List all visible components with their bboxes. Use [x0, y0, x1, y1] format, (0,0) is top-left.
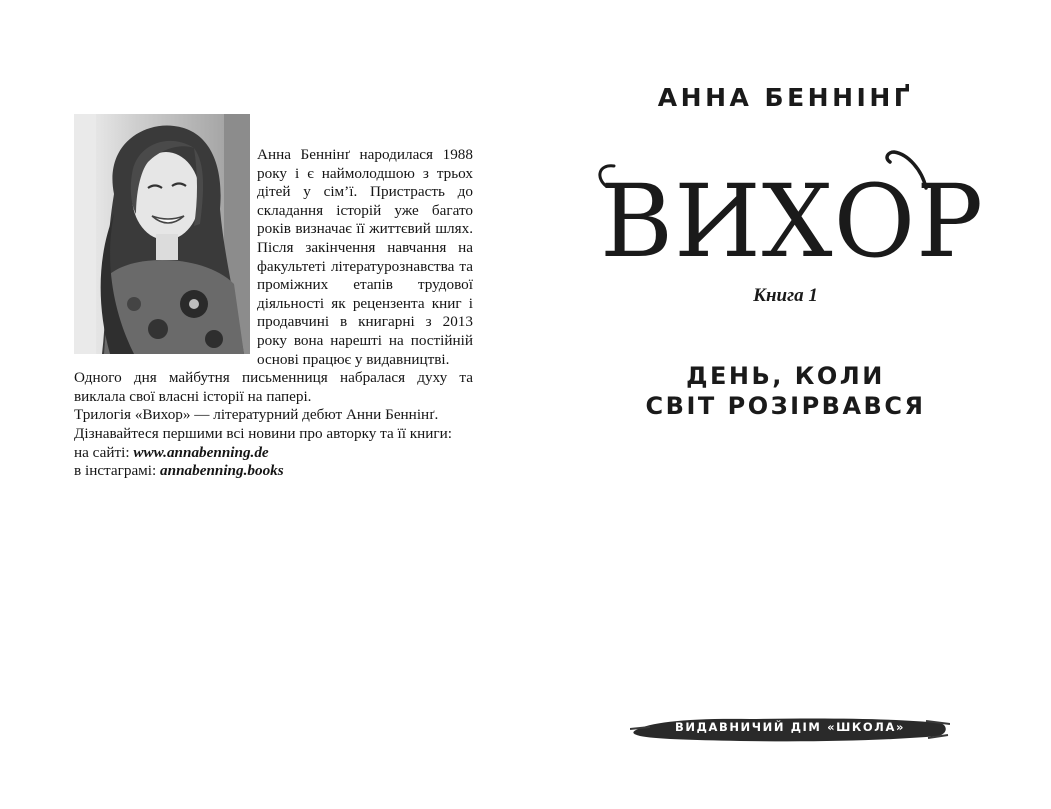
book-subtitle: [525, 361, 1046, 421]
book-title: [592, 148, 992, 288]
website-label: на сайті:: [74, 443, 134, 461]
book-number: Книга 1: [753, 285, 818, 306]
subtitle-line-2: СВІТ РОЗІРВАВСЯ: [645, 392, 926, 420]
website-line: [74, 444, 473, 463]
instagram-handle: annabenning.books: [160, 462, 284, 480]
photo-text-wrap-spacer: [74, 146, 257, 354]
bio-paragraph-4: Дізнавайтеся першими всі новини про авторку та її книги:: [74, 424, 452, 442]
bio-paragraph-intro: Анна Беннінґ народилася 1988 року і є наймолодшою з трьох дітей у сім’ї. Пристрасть до складання історій уже багато років визначає її життєвий шлях. Після закінчення навчання на факультеті літературознавства та проміжних етапів трудової діяльності як рецензента книг і продавчині в книгарні з 2013 року вона нарешті на постійній основі працює у видавництві.: [257, 146, 473, 368]
author-name: АННА БЕННІНҐ: [657, 83, 914, 112]
bio-paragraph-3: Трилогія «Вихор» — літературний дебют Анни Беннінґ.: [74, 406, 439, 424]
right-page: [525, 0, 1051, 809]
book-title-text: ВИХОР: [600, 163, 984, 280]
instagram-line: [74, 462, 473, 481]
instagram-label: в інстаграмі:: [74, 462, 161, 480]
publisher-mark: [630, 712, 950, 746]
author-bio: [74, 146, 473, 481]
website-link: www.annabenning.de: [133, 443, 269, 461]
publisher-name: ВИДАВНИЧИЙ ДІМ «ШКОЛА»: [675, 720, 905, 734]
bio-paragraph-2: Одного дня майбутня письменниця набралася духу та виклала свої власні історії на папері.: [74, 369, 473, 405]
left-page: [0, 0, 525, 809]
subtitle-line-1: ДЕНЬ, КОЛИ: [686, 362, 885, 390]
